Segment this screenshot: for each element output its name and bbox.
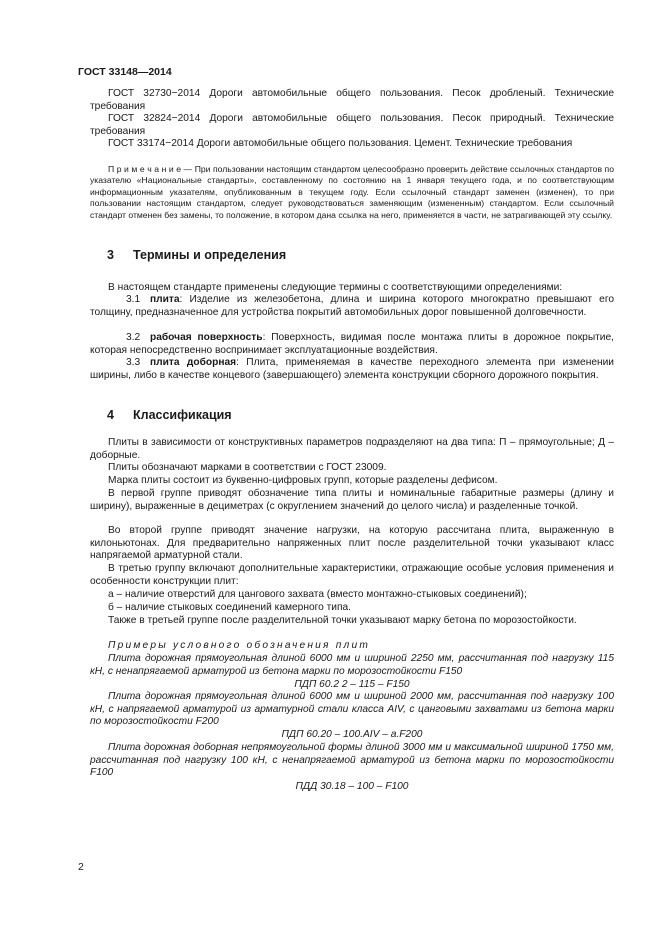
- note-block: [90, 164, 614, 221]
- page-number: 2: [78, 861, 84, 873]
- example-2-text: Плита дорожная прямоугольная длиной 6000 мм и шириной 2000 мм, рассчитанная под нагрузку 100 кН, с напрягаемой арматурой из арматурной стали класса AIV, с цанговыми захватами из бетона марки по морозостойкости F200: [90, 691, 614, 728]
- section-4-number: 4: [107, 408, 114, 422]
- example-2-code: ПДП 60.20 – 100.AIV – а.F200: [281, 729, 423, 740]
- section-4-heading: [107, 408, 232, 422]
- option-b: б – наличие стыковых соединений камерного типа.: [108, 602, 351, 613]
- section-3-intro: В настоящем стандарте применены следующие термины с соответствующими определениями:: [108, 282, 563, 293]
- paragraph-frost-resistance: Также в третьей группе после разделительной точки указывают марку бетона по морозостойкости.: [108, 615, 577, 626]
- example-1-code: ПДП 60.2 2 – 115 – F150: [294, 679, 410, 690]
- section-4-title: Классификация: [133, 408, 232, 422]
- document-code-header: ГОСТ 33148—2014: [78, 66, 172, 78]
- term-number: 3.1: [126, 294, 141, 305]
- note-text: — При пользовании настоящим стандартом целесообразно проверить действие ссылочных стандартов по указателю «Национальные стандарты», составленному по состоянию на 1 января текущего года, и по соответствующим информационным указателям, опубликованным в текущем году. Если ссылочный стандарт заменен (изменен), то при пользовании настоящим стандартом, следует руководствоваться заменяющим (измененным) стандартом. Если ссылочный стандарт отменен без замены, то положение, в котором дана ссылка на него, применяется в части, не затрагивающей эту ссылку.: [90, 164, 614, 220]
- term-number: 3.3: [126, 357, 141, 368]
- reference-gost-33174: ГОСТ 33174−2014 Дороги автомобильные общего пользования. Цемент. Технические требования: [108, 138, 573, 149]
- section-3-title: Термины и определения: [133, 248, 287, 262]
- term-3-3: [90, 357, 614, 382]
- term-name: плита: [150, 294, 180, 305]
- paragraph-first-group: В первой группе приводят обозначение типа плиты и номинальные габаритные размеры (длину и ширину), выраженные в дециметрах (с округлением значений до целого числа) и разделенные точкой.: [90, 488, 614, 512]
- term-name: плита доборная: [150, 357, 237, 368]
- examples-title: Примеры условного обозначения плит: [108, 640, 371, 651]
- example-3-text: Плита дорожная доборная непрямоугольной формы длиной 3000 мм и максимальной шириной 1750 мм, рассчитанная под нагрузку 100 кН, с ненапрягаемой арматурой из бетона марки по морозостойкости F100: [90, 742, 614, 779]
- term-3-2: [90, 332, 614, 357]
- paragraph-marks: Плиты обозначают марками в соответствии с ГОСТ 23009.: [108, 462, 387, 473]
- section-3-number: 3: [107, 248, 114, 262]
- reference-gost-32824: ГОСТ 32824−2014 Дороги автомобильные общего пользования. Песок природный. Технические требования: [90, 113, 614, 137]
- paragraph-second-group: Во второй группе приводят значение нагрузки, на которую рассчитана плита, выраженную в килоньютонах. Для предварительно напряженных плит после разделительной точки указывают класс напрягаемой арматурной стали.: [90, 525, 614, 562]
- paragraph-third-group: В третью группу включают дополнительные характеристики, отражающие особые условия применения и особенности конструкции плит:: [90, 563, 614, 587]
- term-definition: : Плита, применяемая в качестве переходного элемента при изменении ширины, либо в качестве концевого (завершающего) элемента конструкции сборного дорожного покрытия.: [90, 357, 614, 381]
- option-a: а – наличие отверстий для цангового захвата (вместо монтажно-стыковых соединений);: [108, 589, 527, 600]
- reference-gost-32730: ГОСТ 32730−2014 Дороги автомобильные общего пользования. Песок дробленый. Технические требования: [90, 88, 614, 112]
- example-3-code: ПДД 30.18 – 100 – F100: [295, 781, 409, 792]
- paragraph-types: Плиты в зависимости от конструктивных параметров подразделяют на два типа: П – прямоугольные; Д – доборные.: [90, 437, 614, 461]
- term-definition: : Изделие из железобетона, длина и ширина которого многократно превышают его толщину, предназначенное для устройства покрытий автомобильных дорог повышенной долговечности.: [90, 294, 614, 318]
- term-definition: : Поверхность, видимая после монтажа плиты в дорожное покрытие, которая непосредственно воспринимает эксплуатационные воздействия.: [90, 332, 614, 356]
- section-3-heading: [107, 248, 286, 262]
- note-label: П р и м е ч а н и е: [108, 164, 181, 174]
- term-number: 3.2: [126, 332, 141, 343]
- term-3-1: [90, 294, 614, 319]
- paragraph-mark-structure: Марка плиты состоит из буквенно-цифровых групп, которые разделены дефисом.: [108, 475, 498, 486]
- example-1-text: Плита дорожная прямоугольная длиной 6000 мм и шириной 2250 мм, рассчитанная под нагрузку 115 кН, с ненапрягаемой арматурой из бетона марки по морозостойкости F150: [90, 653, 614, 677]
- term-name: рабочая поверхность: [150, 332, 263, 343]
